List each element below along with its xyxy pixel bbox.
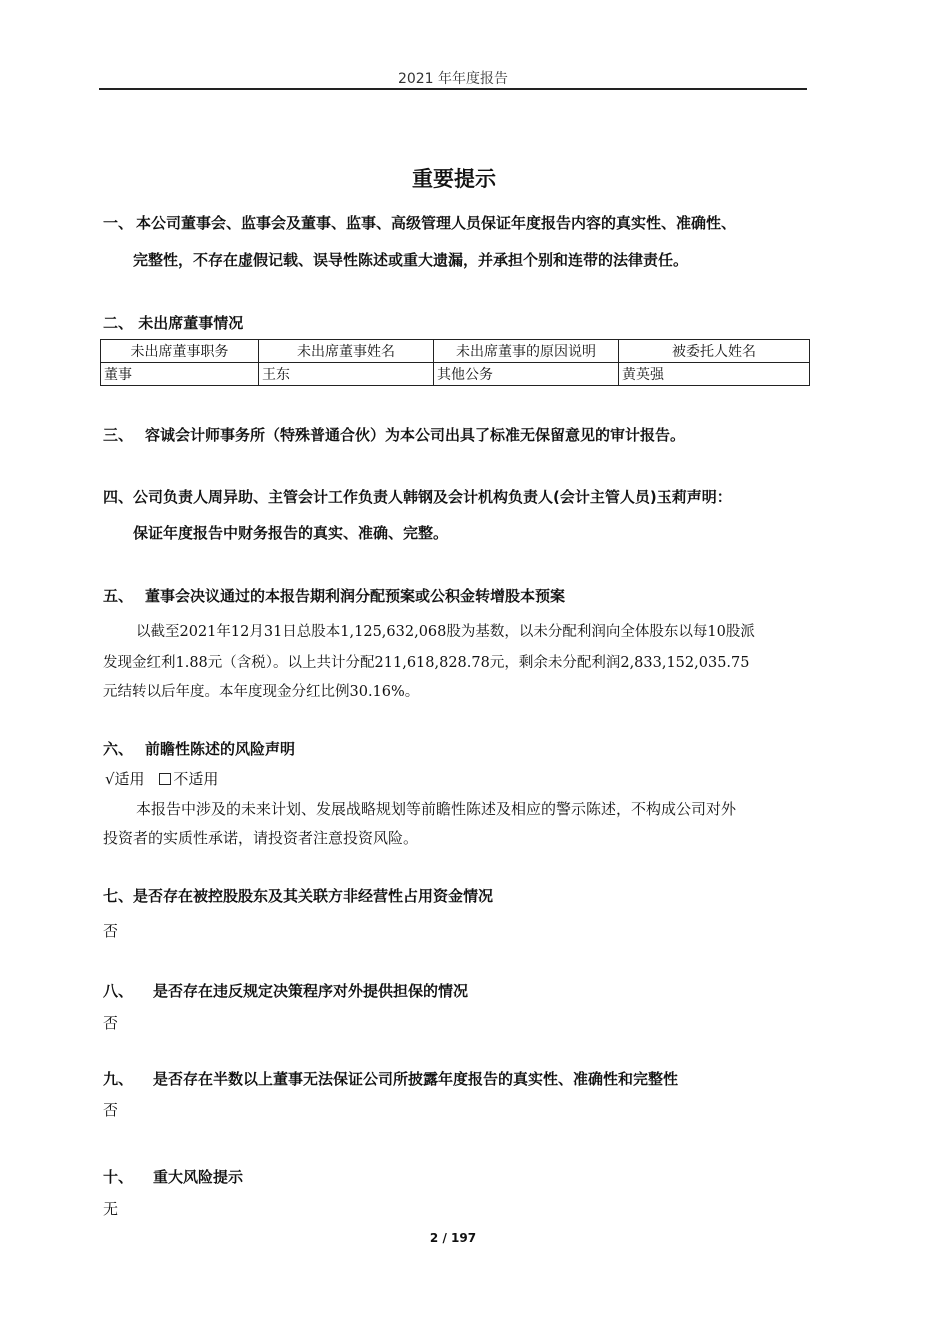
section-3-number: 三、 [103,426,134,444]
dividend-plan-line-3: 元结转以后年度。本年度现金分红比例30.16%。 [103,684,420,700]
section-2-heading: 二、 未出席董事情况 [103,314,244,332]
running-header: 2021 年年度报告 [397,71,509,87]
section-5-heading: 董事会决议通过的本报告期利润分配预案或公积金转增股本预案 [145,587,566,605]
section-8-number: 八、 [103,982,134,1000]
section-7-heading: 七、是否存在被控股股东及其关联方非经营性占用资金情况 [103,887,494,905]
section-8-heading: 是否存在违反规定决策程序对外提供担保的情况 [153,982,469,1000]
risk-statement-line-2: 投资者的实质性承诺，请投资者注意投资风险。 [103,829,419,847]
section-9-answer: 否 [103,1101,119,1119]
table-cell: 董事 [101,363,259,386]
page-title: 重要提示 [412,167,496,191]
section-9-number: 九、 [103,1070,134,1088]
section-10-number: 十、 [103,1168,134,1186]
applicability-options [105,768,218,789]
applicable-option: √适用 [105,770,145,788]
absent-directors-table [100,339,810,386]
section-4-line-2: 保证年度报告中财务报告的真实、准确、完整。 [133,524,449,542]
section-1-line-1: 本公司董事会、监事会及董事、监事、高级管理人员保证年度报告内容的真实性、准确性、 [136,214,737,232]
table-header-cell: 未出席董事姓名 [259,340,434,363]
table-cell: 其他公务 [434,363,619,386]
table-header-row [101,340,810,363]
page-number: 2 / 197 [429,1231,477,1245]
section-6-heading: 前瞻性陈述的风险声明 [145,740,296,758]
checkbox-icon [159,773,171,785]
section-4-line-1: 四、公司负责人周异助、主管会计工作负责人韩钢及会计机构负责人(会计主管人员)玉莉声明： [103,488,732,506]
not-applicable-option [159,770,218,788]
table-header-cell: 被委托人姓名 [619,340,810,363]
table-row [101,363,810,386]
table-header-cell: 未出席董事的原因说明 [434,340,619,363]
not-applicable-label: 不适用 [173,770,219,788]
section-10-heading: 重大风险提示 [153,1168,244,1186]
section-1-number: 一、 [103,214,134,232]
section-8-answer: 否 [103,1014,119,1032]
section-10-answer: 无 [103,1200,119,1218]
dividend-plan-line-2: 发现金红利1.88元（含税）。以上共计分配211,618,828.78元，剩余未分配利润2,833,152,035.75 [103,655,750,671]
section-3-text: 容诚会计师事务所（特殊普通合伙）为本公司出具了标准无保留意见的审计报告。 [145,426,686,444]
section-7-answer: 否 [103,922,119,940]
section-1-line-2: 完整性，不存在虚假记载、误导性陈述或重大遗漏，并承担个别和连带的法律责任。 [133,251,689,269]
section-5-number: 五、 [103,587,134,605]
risk-statement-line-1: 本报告中涉及的未来计划、发展战略规划等前瞻性陈述及相应的警示陈述，不构成公司对外 [136,800,737,818]
table-cell: 黄英强 [619,363,810,386]
section-6-number: 六、 [103,740,134,758]
table-header-cell: 未出席董事职务 [101,340,259,363]
section-9-heading: 是否存在半数以上董事无法保证公司所披露年度报告的真实性、准确性和完整性 [153,1070,679,1088]
dividend-plan-line-1: 以截至2021年12月31日总股本1,125,632,068股为基数，以未分配利润向全体股东以每10股派 [136,624,755,640]
table-cell: 王东 [259,363,434,386]
header-divider [99,88,807,90]
